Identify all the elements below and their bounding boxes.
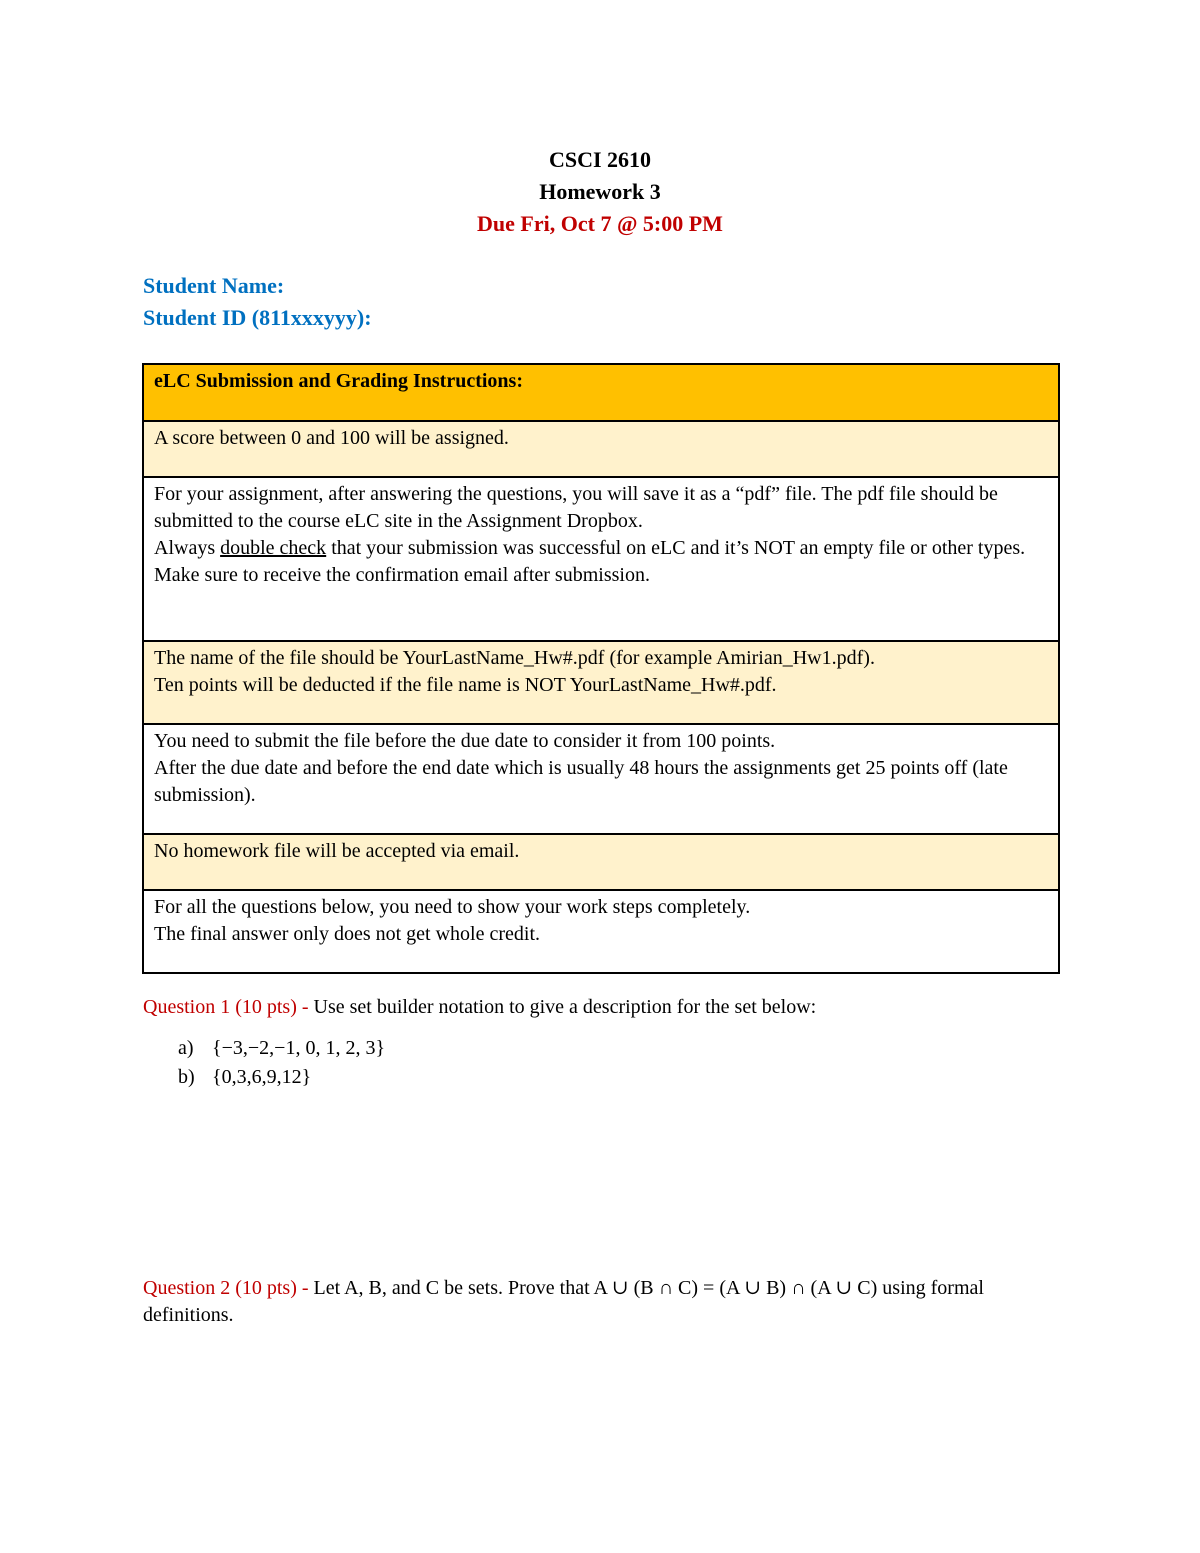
student-name-label: Student Name: [143, 273, 285, 298]
instructions-title: eLC Submission and Grading Instructions: [154, 370, 523, 392]
submission-text-2-pre: Always [154, 537, 221, 559]
option-b [178, 1063, 385, 1092]
due-date: Due Fri, Oct 7 @ 5:00 PM [477, 211, 723, 236]
submission-text-3: Make sure to receive the confirmation email after submission. [154, 564, 650, 586]
due-policy-row [143, 724, 1059, 834]
work-row [143, 890, 1059, 973]
option-a-label: a) [178, 1037, 194, 1059]
question-1-text: Use set builder notation to give a description for the set below: [308, 996, 817, 1018]
due-policy-text-2: After the due date and before the end date which is usually 48 hours the assignments get 25 points off (late submission). [154, 757, 1008, 806]
due-policy-text-1: You need to submit the file before the due date to consider it from 100 points. [154, 730, 776, 752]
score-row [143, 421, 1059, 477]
email-policy-text: No homework file will be accepted via email. [154, 840, 520, 862]
instructions-title-row [143, 364, 1059, 421]
submission-text-2 [154, 535, 1048, 562]
question-2-label: Question 2 (10 pts) - [143, 1277, 309, 1299]
instructions-table [142, 363, 1060, 974]
filename-text-2: Ten points will be deducted if the file name is NOT YourLastName_Hw#.pdf. [154, 674, 777, 696]
filename-text-1: The name of the file should be YourLastName_Hw#.pdf (for example Amirian_Hw1.pdf). [154, 647, 875, 669]
question-1-label: Question 1 (10 pts) - [143, 996, 309, 1018]
option-a [178, 1034, 385, 1063]
document-header [0, 144, 1200, 240]
question-1-options [178, 1034, 385, 1092]
submission-row [143, 477, 1059, 641]
option-a-value: {−3,−2,−1, 0, 1, 2, 3} [212, 1037, 386, 1059]
email-row [143, 834, 1059, 890]
course-title: CSCI 2610 [548, 147, 652, 172]
question-2 [143, 1275, 1063, 1329]
student-id-label: Student ID (811xxxyyy): [143, 305, 372, 330]
score-text: A score between 0 and 100 will be assigned. [154, 427, 509, 449]
work-text-2: The final answer only does not get whole credit. [154, 923, 540, 945]
assignment-title: Homework 3 [539, 179, 661, 204]
question-1 [143, 994, 1063, 1021]
work-text-1: For all the questions below, you need to show your work steps completely. [154, 896, 751, 918]
double-check-emphasis: double check [220, 537, 327, 559]
option-b-label: b) [178, 1066, 195, 1088]
question-2-text: Let A, B, and C be sets. Prove that A ∪ (B ∩ C) = (A ∪ B) ∩ (A ∪ C) using formal definitions. [143, 1277, 984, 1326]
submission-text-2-post: that your submission was successful on eLC and it’s NOT an empty file or other types. [326, 537, 1026, 559]
option-b-value: {0,3,6,9,12} [212, 1066, 312, 1088]
submission-text-1: For your assignment, after answering the questions, you will save it as a “pdf” file. The pdf file should be submitted to the course eLC site in the Assignment Dropbox. [154, 483, 998, 532]
filename-row [143, 641, 1059, 724]
student-info [143, 270, 372, 334]
